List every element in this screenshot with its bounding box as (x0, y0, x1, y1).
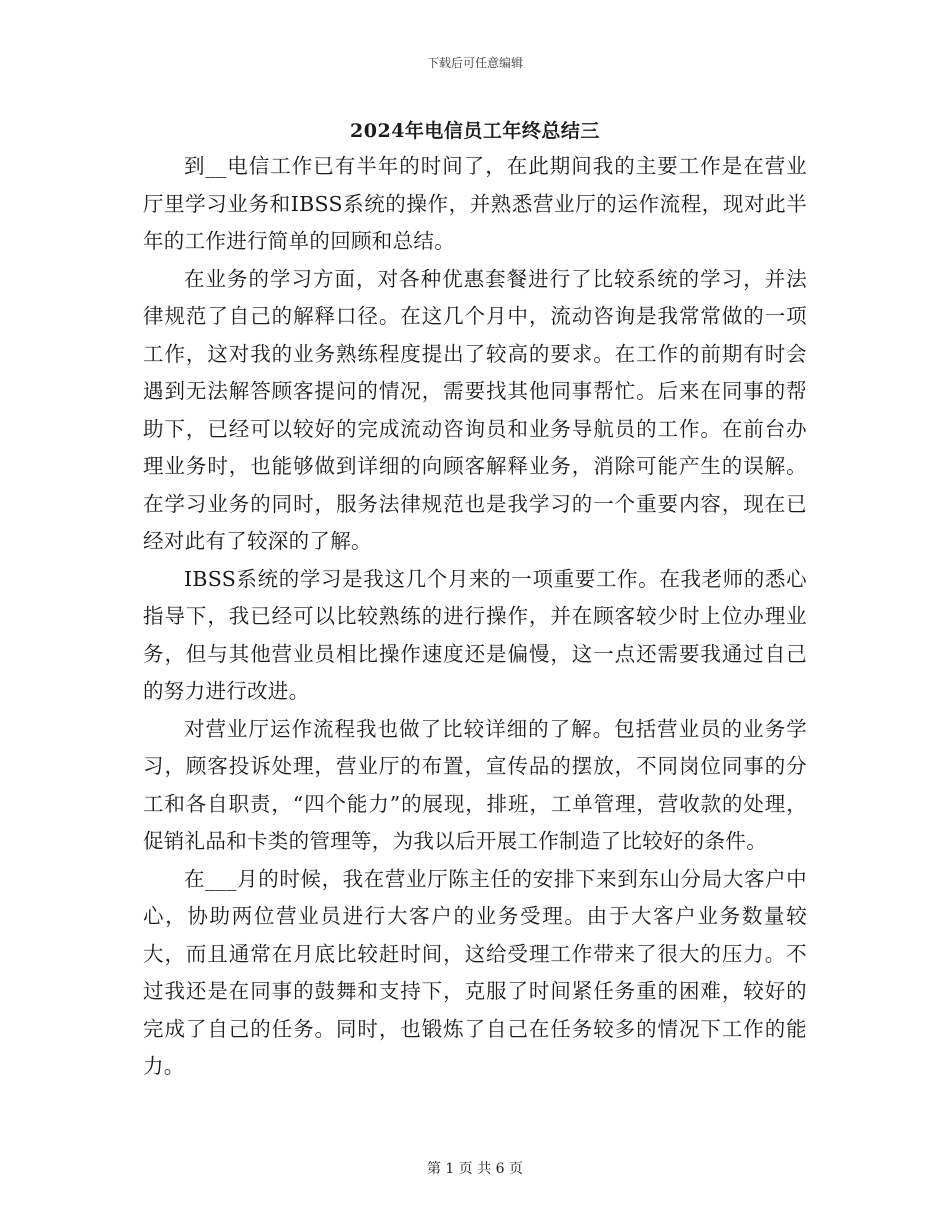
paragraph: 对营业厅运作流程我也做了比较详细的了解。包括营业员的业务学习，顾客投诉处理，营业厅的布置，宣传品的摆放，不同岗位同事的分工和各自职责，“四个能力”的展现，排班，工单管理，营收款的处理，促销礼品和卡类的管理等，为我以后开展工作制造了比较好的条件。 (143, 716, 807, 853)
paragraph: 到__电信工作已有半年的时间了，在此期间我的主要工作是在营业厅里学习业务和IBSS系统的操作，并熟悉营业厅的运作流程，现对此半年的工作进行简单的回顾和总结。 (143, 154, 807, 253)
document-title: 2024年电信员工年终总结三 (350, 120, 600, 142)
header-note: 下载后可任意编辑 (426, 56, 523, 70)
document-body (143, 148, 807, 1086)
paragraph: 在___月的时候，我在营业厅陈主任的安排下来到东山分局大客户中心，协助两位营业员进行大客户的业务受理。由于大客户业务数量较大，而且通常在月底比较赶时间，这给受理工作带来了很大的压力。不过我还是在同事的鼓舞和支持下，克服了时间紧任务重的困难，较好的完成了自己的任务。同时，也锻炼了自己在任务较多的情况下工作的能力。 (143, 866, 807, 1078)
page-number: 第 1 页 共 6 页 (426, 1161, 524, 1177)
paragraph: 在业务的学习方面，对各种优惠套餐进行了比较系统的学习，并法律规范了自己的解释口径。在这几个月中，流动咨询是我常常做的一项工作，这对我的业务熟练程度提出了较高的要求。在工作的前期有时会遇到无法解答顾客提问的情况，需要找其他同事帮忙。后来在同事的帮助下，已经可以较好的完成流动咨询员和业务导航员的工作。在前台办理业务时，也能够做到详细的向顾客解释业务，消除可能产生的误解。在学习业务的同时，服务法律规范也是我学习的一个重要内容，现在已经对此有了较深的了解。 (143, 266, 807, 553)
paragraph: IBSS系统的学习是我这几个月来的一项重要工作。在我老师的悉心指导下，我已经可以比较熟练的进行操作，并在顾客较少时上位办理业务，但与其他营业员相比操作速度还是偏慢，这一点还需要我通过自己的努力进行改进。 (143, 566, 807, 703)
